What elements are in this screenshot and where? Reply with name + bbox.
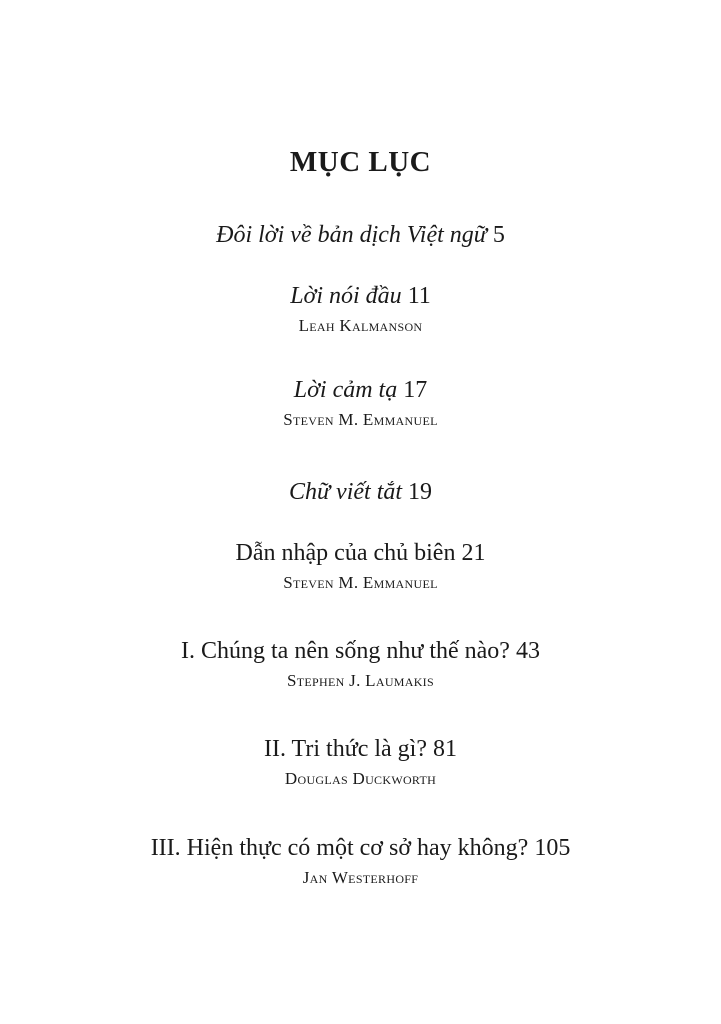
entry-page: 5 — [492, 222, 505, 248]
entry-author: Jan Westerhoff — [302, 868, 419, 887]
entry-title: Lời cảm tạ — [293, 377, 398, 403]
entry-title-line — [0, 375, 721, 405]
toc-entry — [0, 734, 721, 791]
entry-title-line — [0, 734, 721, 764]
entry-page: 105 — [534, 835, 571, 861]
entry-author: Douglas Duckworth — [284, 769, 437, 788]
entry-title: Lời nói đầu — [290, 283, 402, 309]
toc-entry — [0, 538, 721, 595]
entry-title: Chữ viết tắt — [288, 479, 403, 505]
toc-entry — [0, 375, 721, 432]
entry-title-line — [0, 220, 721, 250]
entry-author: Steven M. Emmanuel — [283, 410, 438, 429]
entry-page: 17 — [403, 377, 428, 403]
entry-author: Leah Kalmanson — [298, 316, 423, 335]
toc-entry — [0, 477, 721, 507]
toc-entry — [0, 281, 721, 338]
entry-page: 43 — [515, 638, 540, 664]
toc-title: MỤC LỤC — [289, 146, 432, 178]
entry-title: III. Hiện thực có một cơ sở hay không? — [150, 835, 529, 861]
entry-page: 81 — [433, 736, 457, 762]
entry-title: I. Chúng ta nên sống như thế nào? — [181, 638, 510, 664]
entry-author: Steven M. Emmanuel — [283, 573, 438, 592]
toc-entry — [0, 636, 721, 693]
entry-title: Đôi lời về bản dịch Việt ngữ — [216, 222, 487, 248]
entry-page: 19 — [408, 479, 433, 505]
entry-title-line — [0, 636, 721, 666]
entry-title: Dẫn nhập của chủ biên — [235, 540, 456, 566]
entry-title-line — [0, 538, 721, 568]
toc-entry — [0, 833, 721, 890]
toc-entry — [0, 220, 721, 250]
entry-title: II. Tri thức là gì? — [264, 736, 427, 762]
entry-title-line — [0, 833, 721, 863]
entry-author: Stephen J. Laumakis — [287, 671, 434, 690]
entry-title-line — [0, 477, 721, 507]
entry-page: 21 — [461, 540, 486, 566]
entry-page: 11 — [407, 283, 431, 309]
entry-title-line — [0, 281, 721, 311]
